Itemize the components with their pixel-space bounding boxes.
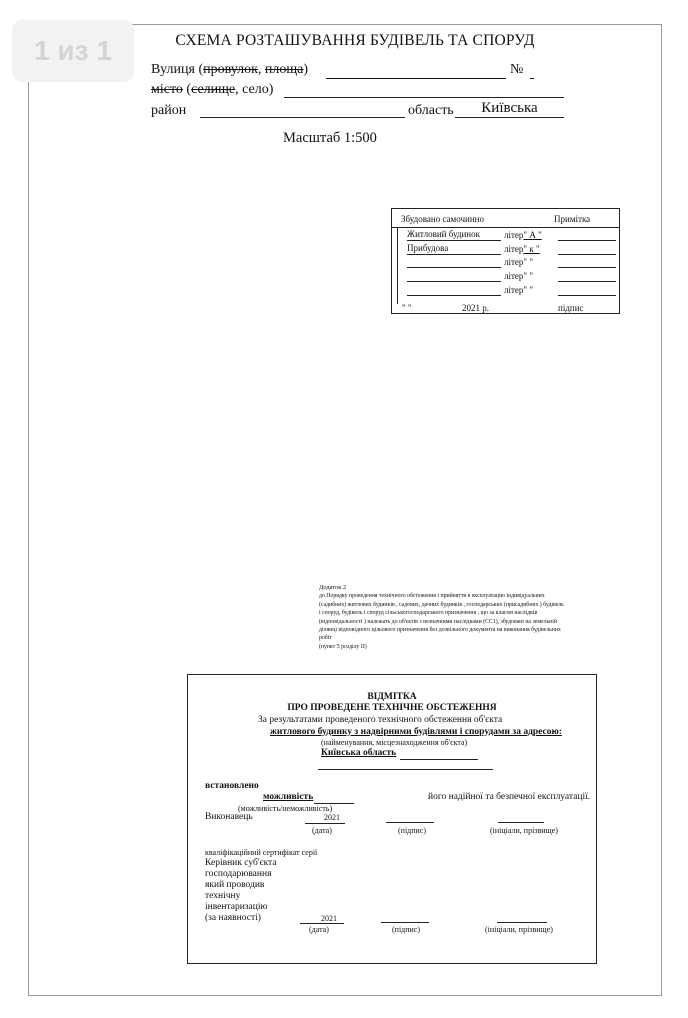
mark-safety: його надійної та безпечної експлуатації. xyxy=(428,792,591,802)
mark-cert: кваліфікаційний сертифікат серії xyxy=(205,848,318,857)
row-4-liter xyxy=(504,271,533,281)
district-underline xyxy=(200,117,405,118)
mark-date-caption-2: (дата) xyxy=(309,925,329,934)
mark-sign-caption: (підпис) xyxy=(398,826,427,835)
mark-initials-caption: (ініціали, прізвище) xyxy=(490,826,558,835)
head-line-5: інвентаризацію xyxy=(205,902,268,912)
page-count-badge: 1 из 1 xyxy=(12,20,134,82)
head-line-3: який проводив xyxy=(205,880,265,890)
self-built-table xyxy=(391,208,620,314)
row-5-liter-label: літер xyxy=(504,285,524,295)
row-1-note-line xyxy=(558,240,616,241)
mark-executor: Виконавець xyxy=(205,812,253,822)
head-line-1: Керівник суб'єкта xyxy=(205,858,277,868)
street-label: Вулиця ( xyxy=(151,62,204,77)
row-5-note-line xyxy=(558,295,616,296)
appendix-note xyxy=(319,584,649,651)
city-underline xyxy=(284,97,564,98)
oblast-label: область xyxy=(408,103,454,118)
inspection-mark-box xyxy=(187,674,597,964)
head-initials-line xyxy=(497,922,547,923)
appendix-line-3: і споруд, будівель і споруд сільськогосподарського призначення , що за класом наслідків xyxy=(319,610,538,617)
signature-line xyxy=(500,313,552,314)
mark-title: ВІДМІТКА xyxy=(367,692,417,702)
head-sign-line xyxy=(381,922,429,923)
oblast-underline xyxy=(455,117,564,118)
executor-sign-line xyxy=(386,822,434,823)
row-5-name-line xyxy=(407,295,501,296)
table-left-bar xyxy=(397,228,398,304)
mark-possibility: можливість xyxy=(263,792,314,802)
mark-subtitle: ПРО ПРОВЕДЕНЕ ТЕХНІЧНЕ ОБСТЕЖЕННЯ xyxy=(287,703,497,713)
row-3-liter xyxy=(504,257,533,267)
mark-year: 2021 xyxy=(324,813,340,822)
street-number-underline xyxy=(530,78,534,79)
header-divider xyxy=(392,227,619,228)
head-date-line xyxy=(300,923,344,924)
appendix-point: (пункт 5 розділу ІІ) xyxy=(319,643,367,650)
row-2-name-line xyxy=(407,254,501,255)
mark-initials-caption-2: (ініціали, прізвище) xyxy=(485,925,553,934)
date-year-line xyxy=(452,313,460,314)
mark-year-2: 2021 xyxy=(321,914,337,923)
appendix-line-4: (відповідальності ) належать до об'єктів з незначними наслідками (СС1), збудовані на земельній xyxy=(319,618,557,625)
row-3-name-line xyxy=(407,267,501,268)
date-quote: " " xyxy=(402,303,412,313)
mark-sign-caption-2: (підпис) xyxy=(392,925,421,934)
city-rest: , село) xyxy=(235,82,274,97)
row-2-note-line xyxy=(558,254,616,255)
row-1-liter xyxy=(504,230,542,240)
mark-date-caption: (дата) xyxy=(312,826,332,835)
row-5-liter xyxy=(504,285,533,295)
signature-label: підпис xyxy=(558,303,584,313)
row-1-liter-value: " А " xyxy=(523,230,542,240)
appendix-line-5: ділянці відповідного цільового призначення без дозвільного документа на виконання будівельних xyxy=(319,627,561,634)
city-open: ( xyxy=(182,82,192,97)
mark-possibility-caption: (можливість/неможливість) xyxy=(238,804,333,813)
executor-date-line xyxy=(305,823,345,824)
row-5-liter-value: " " xyxy=(523,285,534,295)
head-line-2: господарювання xyxy=(205,869,272,879)
city-line xyxy=(151,82,273,98)
mark-intro: За результатами проведеного технічного обстеження об'єкта xyxy=(258,715,503,725)
head-line-6: (за наявності) xyxy=(205,913,261,923)
region-second-line xyxy=(318,769,493,770)
row-2-liter-value: " к " xyxy=(523,244,540,254)
street-struck-lane: провулок xyxy=(203,62,258,77)
row-3-note-line xyxy=(558,267,616,268)
street-number-label: № xyxy=(510,62,524,77)
mark-object-caption: (найменування, місцезнаходження об'єкта) xyxy=(321,738,468,747)
head-line-4: технічну xyxy=(205,891,241,901)
row-2-liter-label: літер xyxy=(504,244,524,254)
street-underline xyxy=(326,78,506,79)
row-4-name-line xyxy=(407,281,501,282)
city-struck-town: місто xyxy=(151,82,183,97)
street-line xyxy=(151,62,308,78)
street-close: ) xyxy=(303,62,309,77)
row-3-liter-label: літер xyxy=(504,257,524,267)
self-built-header: Збудовано самочинно xyxy=(401,214,484,224)
appendix-title: Додаток 2 xyxy=(319,584,347,591)
row-1-name-line xyxy=(407,240,501,241)
row-2-name: Прибудова xyxy=(407,243,449,253)
row-4-liter-label: літер xyxy=(504,271,524,281)
appendix-line-1: до Порядку проведення технічного обстеження і прийняття в експлуатацію індивідуальних xyxy=(319,593,545,600)
row-4-liter-value: " " xyxy=(523,271,534,281)
city-struck-settlement: селище xyxy=(191,82,236,97)
document-title: СХЕМА РОЗТАШУВАННЯ БУДІВЕЛЬ ТА СПОРУД xyxy=(175,32,535,49)
executor-initials-line xyxy=(498,822,544,823)
note-header: Примітка xyxy=(554,214,591,224)
scale-label: Масштаб 1:500 xyxy=(283,130,377,146)
row-3-liter-value: " " xyxy=(523,257,534,267)
region-underline xyxy=(400,759,478,760)
street-struck-square: площа xyxy=(264,62,304,77)
date-year: 2021 р. xyxy=(462,303,489,313)
street-sep: , xyxy=(257,62,265,77)
mark-region: Київська область xyxy=(321,748,397,758)
oblast-value: Київська xyxy=(481,100,538,116)
appendix-line-6: робіт xyxy=(319,635,332,642)
mark-established: встановлено xyxy=(205,781,259,791)
row-4-note-line xyxy=(558,281,616,282)
date-month-line xyxy=(430,313,440,314)
district-label: район xyxy=(151,103,187,118)
row-1-name: Житловий будинок xyxy=(407,229,480,239)
row-1-liter-label: літер xyxy=(504,230,524,240)
row-2-liter xyxy=(504,244,540,254)
mark-object: житлового будинку з надвірними будівлями і спорудами за адресою: xyxy=(270,727,562,737)
appendix-line-2: (садибних) житлових будинків , садових, дачних будинків , господарських (присадибних ) будівель xyxy=(319,601,564,608)
